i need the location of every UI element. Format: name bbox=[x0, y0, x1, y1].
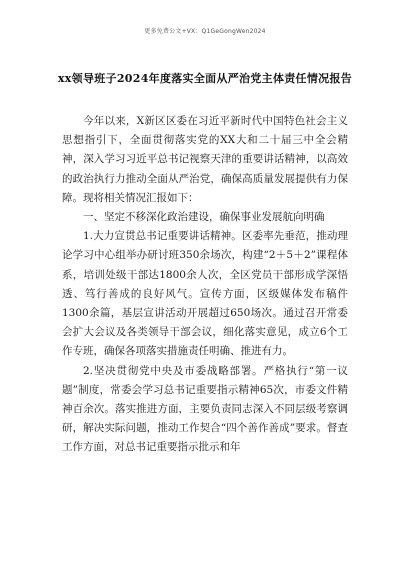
paragraph-item-1: 1.大力宣贯总书记重要讲话精神。区委率先垂范，推动理论学习中心组举办研讨班350余场次，构建“2＋5＋2”课程体系，培训处级干部达1800余人次，全区党员干部形成学深悟透、笃行善成的良好风气。宣传方面，区级媒体发布稿件1300余篇，基层宣讲活动开展超过650场次。通过召开常委会扩大会议及各类领导干部会议，细化落实意见，成立6个工作专班，确保各项落实措施责任明确、推进有力。 bbox=[62, 230, 348, 358]
document-body bbox=[62, 112, 348, 458]
document-title: xx领导班子2024年度落实全面从严治党主体责任情况报告 bbox=[57, 72, 353, 85]
section-heading-1: 一、坚定不移深化政治建设，确保事业发展航向明确 bbox=[83, 211, 325, 224]
paragraph-intro: 今年以来，X新区区委在习近平新时代中国特色社会主义思想指引下，全面贯彻落实党的XX大和二十届三中全会精神，深入学习习近平总书记视察天津的重要讲话精神，以高效的政治执行力推动全面从严治党，确保高质量发展提供有力保障。现将相关情况汇报如下： bbox=[62, 115, 348, 204]
paragraph-item-2: 2.坚决贯彻党中央及市委战略部署。严格执行“第一议题”制度，常委会学习总书记重要指示精神65次，市委文件精神百余次。落实推进方面，主要负责同志深入不同层级考察调研，解决实际问题，推动工作契合“四个善作善成”要求。督查工作方面，对总书记重要指示批示和年 bbox=[62, 364, 348, 454]
header-note: 更多免费公文+VX：Q1GeGongWen2024 bbox=[144, 28, 266, 35]
